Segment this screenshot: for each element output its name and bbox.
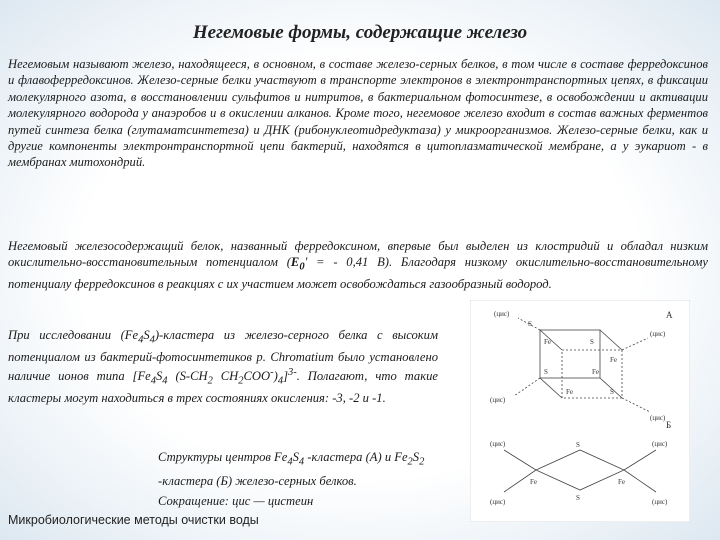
figure-caption [158,448,478,490]
cys-label-3: (цис) [490,396,506,404]
paragraph-ferredoxin [8,238,708,293]
cys-label-2: (цис) [650,330,666,338]
p2-e: E [290,255,300,270]
fe-label-3: Fe [592,368,599,376]
p3-g: COO [243,369,271,384]
p3-sup1: - [270,367,274,379]
p3-s7: 4 [277,376,284,388]
p3-j: . Полагают, что такие кластеры могут находиться в трех состояниях окисления: -3, -2 и -1. [8,369,438,406]
p3-i: ] [283,369,288,384]
s-label-b2: S [576,494,580,502]
cluster-structures-svg [470,300,690,522]
fe-label-2: Fe [610,356,617,364]
p3-s6: 2 [238,376,244,388]
footer-text: Микробиологические методы очистки воды [8,513,259,527]
cys-label-b4: (цис) [652,498,668,506]
paragraph-fe4s4-cluster [8,327,438,407]
iron-sulfur-cluster-diagram [470,300,690,522]
p3-sup2: 3- [287,367,297,379]
s-label-2: S [590,338,594,346]
p3-s3: 4 [150,376,156,388]
p3-s1: 4 [138,334,144,346]
s-label-4: S [610,388,614,396]
p2-text-a: Негемовый железосодержащий белок, названный ферредоксином, впервые был выделен из клостридий и обладал низким окислительно-восстановительным потенциалом ( [8,239,708,270]
cys-label-4: (цис) [650,414,666,422]
cap-e: -кластера (Б) железо-серных белков. [158,473,357,488]
cys-label-1: (цис) [494,310,510,318]
slide-title: Негемовые формы, содержащие железо [192,22,528,43]
cap-s3: 2 [407,456,413,468]
cap-c: -кластера (А) и Fe [304,450,408,464]
cys-label-b2: (цис) [490,498,506,506]
fe-label-b2: Fe [618,478,625,486]
p3-s4: 4 [162,376,168,388]
p3-f: CH [212,369,239,384]
s-label-b1: S [576,441,580,449]
cys-label-b1: (цис) [490,440,506,448]
p3-c: )-кластера из железо-серного белка с высоким потенциалом из бактерий-фотосинтетиков р. Chromatium было установлено наличие ионов типа [Fe [8,328,438,384]
p3-h: ) [273,369,278,384]
cap-s2: 4 [298,456,305,468]
paragraph-nonheme-iron: Негемовым называют железо, находящееся, в основном, в составе железо-серных белков, в том числе в составе ферредоксинов и флавоферредоксинов. Железо-серные белки участвуют в транспорте электронов в электронтранспортных цепях, в фиксации молекулярного азота, в восстановлении сульфитов и нитритов, в бактериальном фотосинтезе, в освобождении и активации молекулярного водорода у анаэробов и в окислении алканов. Кроме того, негемовое железо входит в состав важных ферментов путей синтеза белка (глутаматсинтетеза) и ДНК (рибонуклеотидредуктаза) у микроорганизмов. Железо-серные белки, как и другие компоненты электронтранспортной цепи бактерий, находятся в цитоплазматической мембране, а у эукариот - в мембранах митохондрий. [8,57,708,170]
p3-d: S [155,369,163,384]
label-b: Б [666,420,672,430]
cap-a: Структуры центров Fe [158,450,288,464]
fe-label-1: Fe [544,338,551,346]
label-a: А [666,310,673,320]
abbreviation-note: Сокращение: цис — цистеин [158,494,314,508]
cys-label-b3: (цис) [652,440,668,448]
fe-label-4: Fe [566,388,573,396]
p2-sub: 0 [299,261,305,273]
cap-s1: 4 [287,456,293,468]
s-label-1: S [528,320,532,328]
s-label-3: S [544,368,548,376]
fe-label-b1: Fe [530,478,537,486]
p3-a: При исследовании (Fe [8,328,139,342]
p2-text-b: ' = - 0,41 В). Благодаря низкому окислительно-восстановительному потенциалу ферредоксинов в реакциях с их участием может освобождаться газообразный водород. [8,255,708,292]
p3-e: (S-CH [167,369,208,384]
cap-s4: 2 [419,456,425,468]
cap-d: S [412,450,420,464]
p3-s2: 4 [149,334,155,346]
cap-b: S [292,450,299,464]
p3-s5: 2 [207,376,213,388]
p3-b: S [143,328,150,342]
